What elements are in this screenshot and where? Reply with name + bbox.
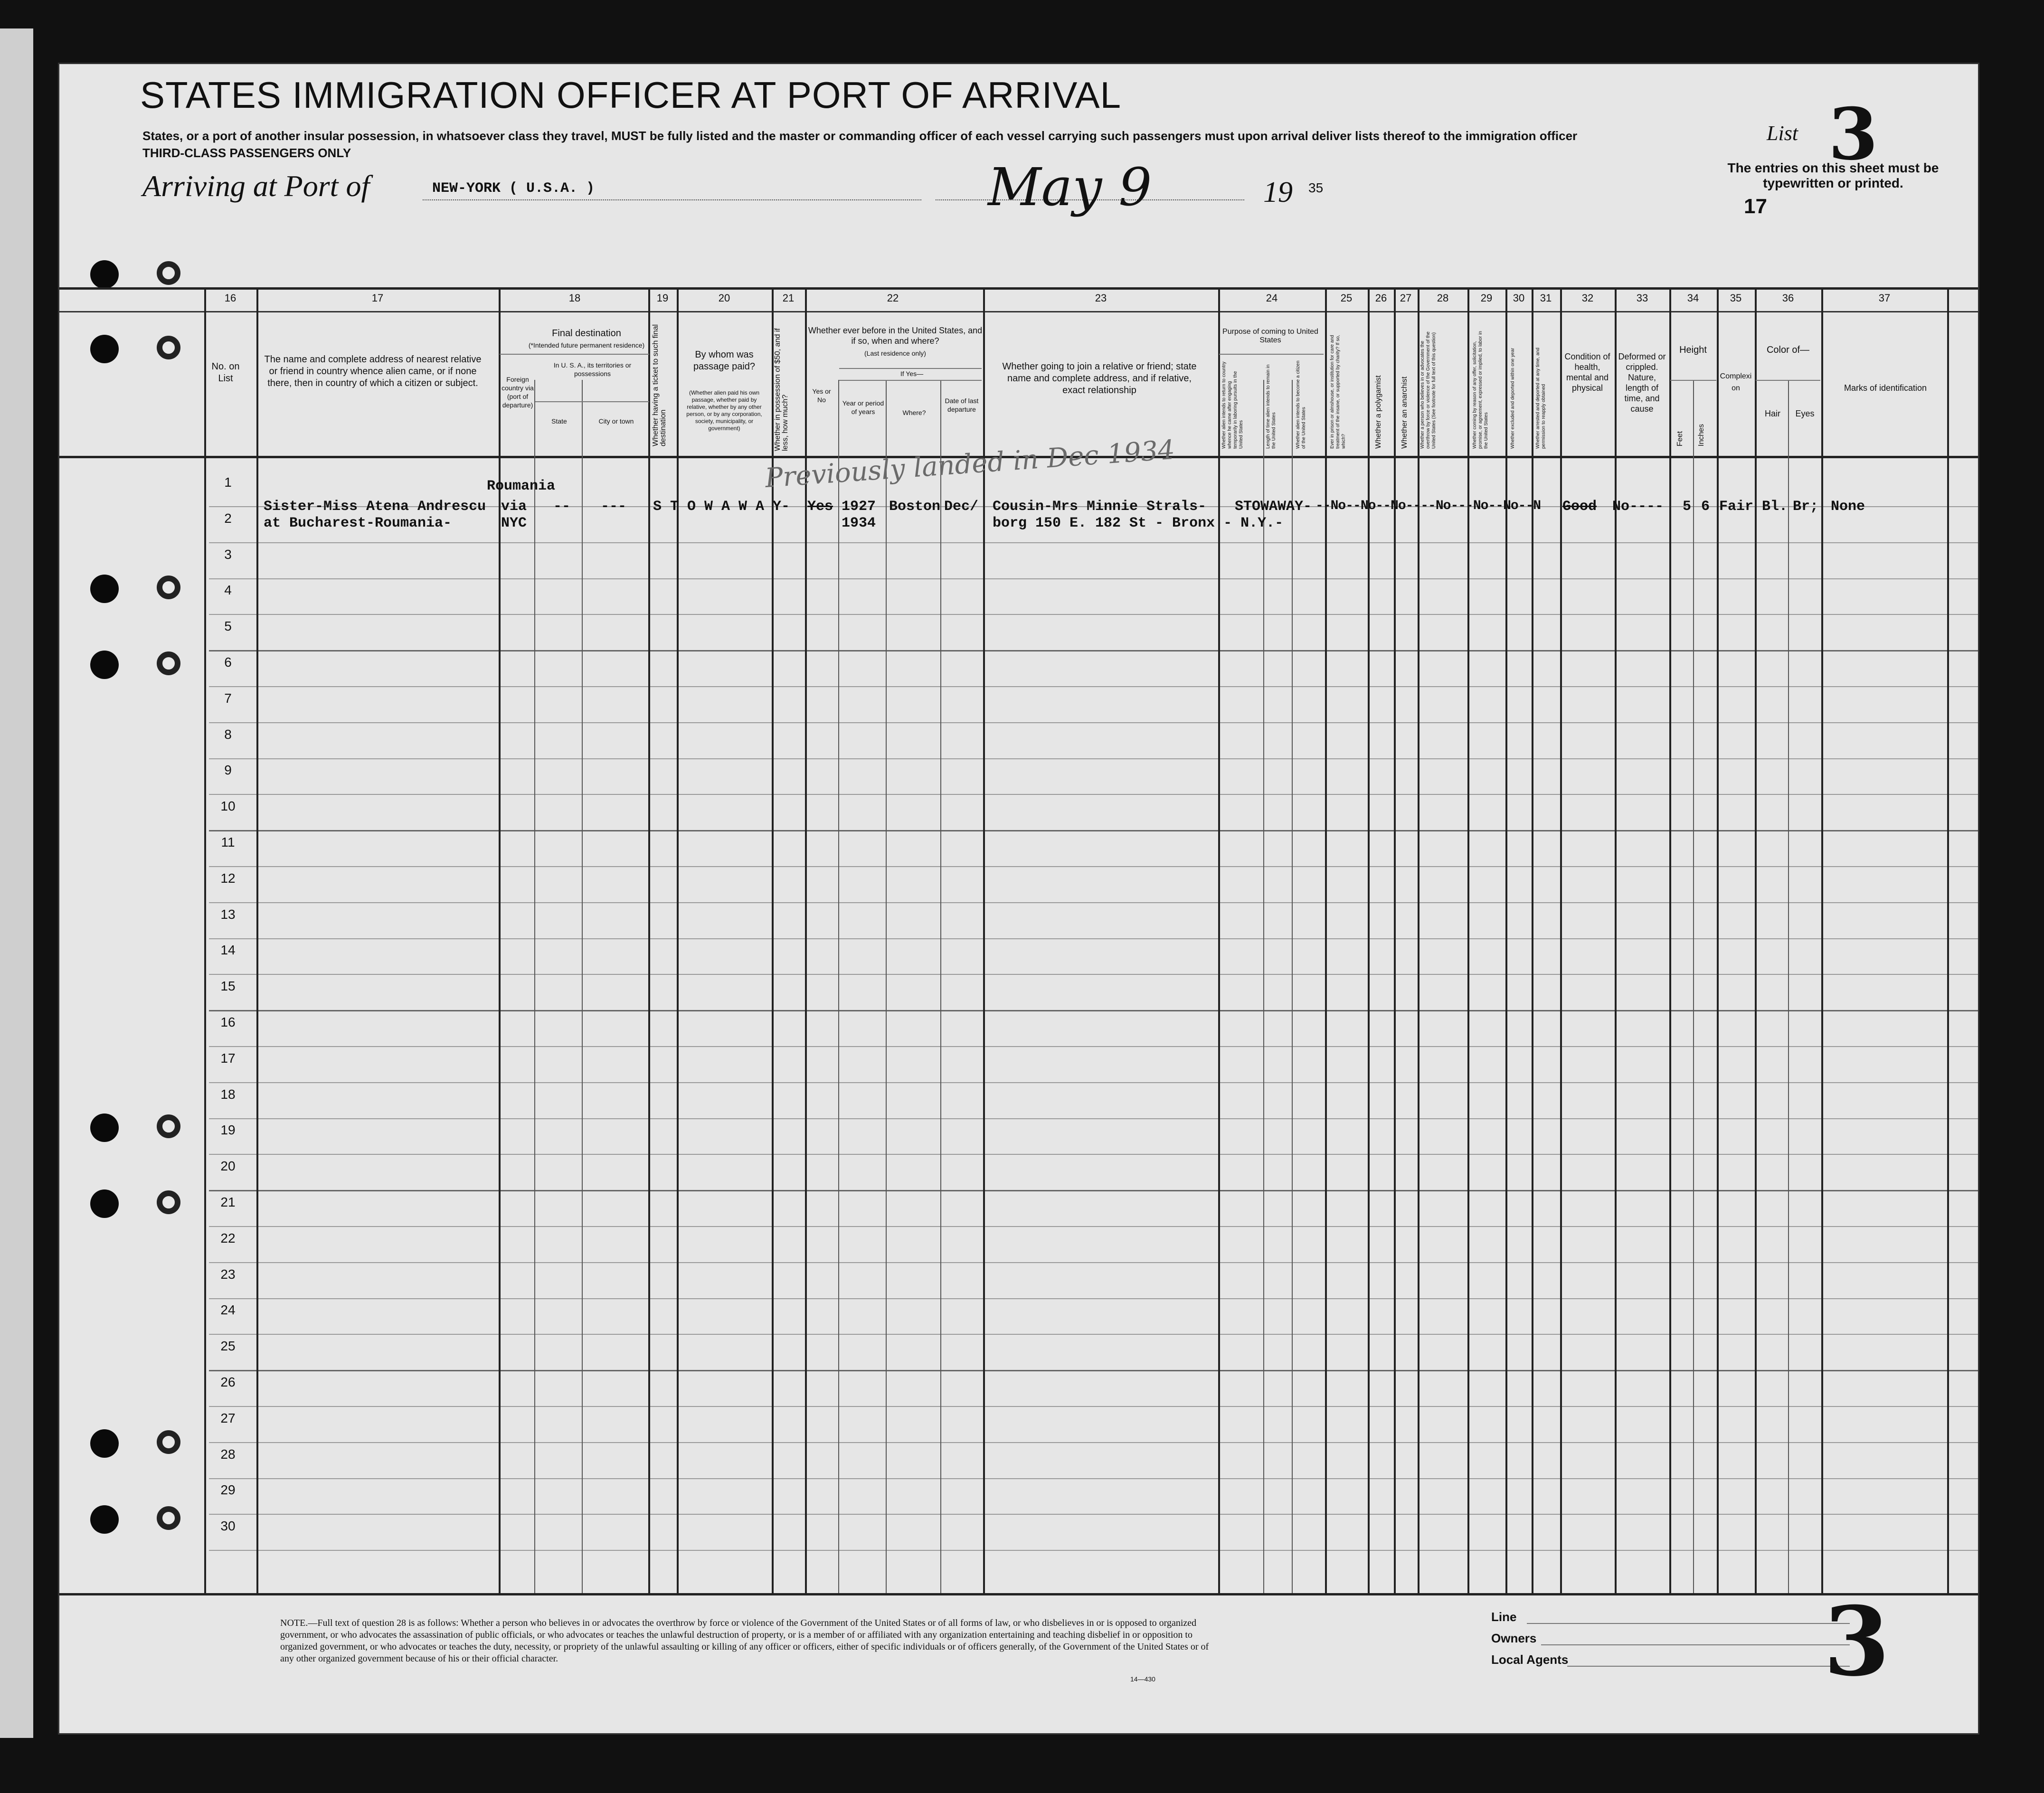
row-number: 7 (224, 690, 232, 706)
header-last-residence: (Last residence only) (864, 349, 926, 357)
punch-hole (157, 576, 180, 599)
column-rule (1292, 380, 1293, 1593)
column-rule (1693, 380, 1694, 1593)
column-number: 30 (1513, 292, 1525, 304)
column-number: 19 (656, 292, 669, 304)
column-rule (1532, 287, 1533, 1593)
header-arrested: Whether arrested and deported at any time, and permission to reapply obtained (1535, 348, 1546, 449)
row-number: 2 (224, 510, 232, 526)
punch-hole (90, 260, 119, 289)
row-rule (209, 578, 1978, 579)
row-rule (209, 1118, 1978, 1119)
row-rule (209, 1082, 1978, 1083)
date-last-departure: Dec/ (944, 499, 979, 515)
header-in-usa: In U. S. A., its territories or possessions (553, 361, 632, 377)
third-class-label: THIRD-CLASS PASSENGERS ONLY (142, 146, 351, 160)
list-instruction: The entries on this sheet must be typewritten or printed. (1727, 160, 1939, 190)
header-no-on-list: No. on List (211, 361, 240, 384)
height-inches: 6 (1701, 499, 1710, 515)
header-health: Condition of health, mental and physical (1564, 352, 1610, 393)
column-number: 16 (224, 292, 237, 304)
arrival-date-handwritten: May 9 (988, 157, 1152, 217)
header-passage-note: (Whether alien paid his own passage, whether paid by relative, whether by any other person, or by any corporation, society, municipality, or government) (686, 389, 762, 432)
column-number: 24 (1266, 292, 1278, 304)
header-anarchist: Whether an anarchist (1401, 376, 1409, 449)
row-group-rule (209, 650, 1978, 651)
row-number: 24 (220, 1302, 236, 1318)
column-number: 20 (718, 292, 730, 304)
header-rule (839, 380, 982, 381)
owners-label: Owners (1491, 1631, 1537, 1645)
header-final-destination-note: (*Intended future permanent residence) (528, 341, 645, 349)
row-rule (209, 1154, 1978, 1155)
header-going-to-join: Whether going to join a relative or friend; state name and complete address, and if relative, exact relationship (1002, 361, 1197, 396)
column-rule (1755, 287, 1757, 1593)
column-number: 36 (1782, 292, 1794, 304)
year-prefix: 19 (1263, 176, 1293, 208)
eye-color: Br; (1793, 499, 1819, 515)
header-rule (1670, 380, 1716, 381)
header-polygamist: Whether a polygamist (1374, 375, 1382, 449)
header-purpose: Purpose of coming to United States (1222, 328, 1318, 344)
row-rule (209, 722, 1978, 723)
column-number: 37 (1878, 292, 1891, 304)
header-inches: Inches (1697, 424, 1705, 446)
ticket-passage: S T O W A W A Y- (653, 499, 790, 515)
agents-underline (1567, 1666, 1850, 1667)
column-number: 33 (1636, 292, 1648, 304)
header-foreign-country: Foreign country via (port of departure) (502, 376, 534, 409)
foreign-country: Roumania (487, 478, 556, 494)
row-number: 20 (220, 1159, 236, 1174)
line-label: Line (1491, 1610, 1517, 1624)
header-hair: Hair (1764, 409, 1780, 418)
sheet-count: 17 (1744, 195, 1767, 218)
header-prison: Ever in prison or almshouse, or institution for care and treatment of the insane, or supported by charity? If so, which? (1330, 335, 1346, 449)
column-rule (1560, 287, 1562, 1593)
punch-hole (90, 1114, 119, 1142)
table-top-rule (59, 287, 1978, 290)
row-number: 6 (224, 655, 232, 670)
column-rule (1821, 287, 1823, 1593)
health-answer: Good (1562, 499, 1597, 515)
foreign-country-port: NYC (501, 515, 527, 531)
punch-hole (157, 261, 180, 285)
header-state: State (551, 417, 567, 425)
column-rule (838, 380, 839, 1593)
header-complexion: Complexion (1720, 372, 1752, 392)
year-suffix: 35 (1308, 180, 1324, 195)
row-number: 29 (220, 1482, 236, 1498)
punch-hole (157, 336, 180, 359)
column-number: 23 (1095, 292, 1107, 304)
row-number: 27 (220, 1410, 236, 1425)
row-number: 18 (220, 1086, 236, 1102)
column-rule (677, 287, 679, 1593)
punch-hole (90, 575, 119, 603)
row-number: 19 (220, 1123, 236, 1138)
header-overthrow: Whether a person who believes in or advocates the overthrow by force or violence of the Government of the United States (See footnote for full text of this question) (1420, 331, 1437, 449)
row-number: 4 (224, 583, 232, 598)
row-number: 13 (220, 906, 236, 922)
destination-state: -- (553, 499, 571, 515)
row-number: 30 (220, 1519, 236, 1534)
punch-hole (90, 335, 119, 363)
row-group-rule (209, 1370, 1978, 1371)
footnote-question-28: NOTE.—Full text of question 28 is as follows: Whether a person who believes in or advocates the overthrow by force or violence of the Government of the United States or of all forms of law, or who disbelieves in or is opposed to organized government, or who advocates the assassination of public officials, or who advocates or teaches the unlawful destruction of property, or is a member of or affiliated with any organization entertaining and teaching disbelief in or opposition to organized government, or who advocates or teaches the duty, necessity, or propriety of the unlawful assaulting or killing of any officer or officers, either of specific individuals or of officers generally, of the Government of the United States or of any other organized government because of his or their official character. (280, 1618, 1209, 1664)
punch-hole (90, 1429, 119, 1458)
punch-hole (157, 1190, 180, 1214)
row-rule (209, 902, 1978, 903)
column-rule (1505, 287, 1507, 1593)
deformed-answer: No---- (1612, 499, 1664, 515)
header-height: Height (1679, 345, 1707, 355)
row-rule (209, 1262, 1978, 1263)
row-group-rule (209, 1010, 1978, 1011)
row-number: 22 (220, 1230, 236, 1246)
row-number: 28 (220, 1446, 236, 1462)
table-bottom-rule (59, 1593, 1978, 1595)
going-to-join-address: borg 150 E. 182 St - Bronx - N.Y.- (993, 515, 1284, 531)
complexion-answer: Fair (1719, 499, 1754, 515)
row-rule (209, 686, 1978, 687)
marks-answer: None (1831, 499, 1865, 515)
column-number: 31 (1540, 292, 1552, 304)
header-rule (1219, 354, 1324, 355)
header-final-destination: Final destination (552, 328, 621, 339)
form-subtitle (142, 127, 1700, 161)
row-rule (209, 1046, 1978, 1047)
header-rule (535, 401, 649, 402)
header-feet: Feet (1676, 431, 1684, 446)
column-rule (648, 287, 650, 1593)
row-number: 1 (224, 475, 232, 490)
list-label: List (1767, 122, 1798, 145)
header-marks: Marks of identification (1844, 383, 1927, 393)
row-number: 26 (220, 1375, 236, 1389)
column-rule (1788, 380, 1789, 1593)
column-number: 27 (1400, 292, 1412, 304)
header-where: Where? (902, 409, 926, 416)
column-rule (534, 380, 535, 1593)
relative-name: Sister-Miss Atena Andrescu (264, 499, 486, 515)
column-rule (1947, 287, 1949, 1593)
row-rule (209, 1226, 1978, 1227)
header-yes-no: Yes or No (812, 387, 831, 404)
column-rule (886, 380, 887, 1593)
line-underline (1527, 1623, 1850, 1624)
relative-address: at Bucharest-Roumania- (264, 515, 452, 531)
column-rule (983, 287, 985, 1593)
column-rule (1368, 287, 1370, 1593)
column-number: 29 (1480, 292, 1493, 304)
column-rule (1717, 287, 1719, 1593)
questions-25-31-answers: --No--No--No----No---No--No--N (1315, 499, 1541, 513)
header-purpose-return: Whether alien intends to return to country whence he came after engaging temporarily in laboring pursuits in the United States (1221, 361, 1244, 449)
column-rule (1669, 287, 1671, 1593)
column-rule (1263, 380, 1264, 1593)
list-number: 3 (1828, 93, 1878, 176)
row-rule (209, 794, 1978, 795)
purpose-answer: STOWAWAY- (1235, 499, 1312, 515)
row-rule (209, 542, 1978, 543)
column-number: 26 (1375, 292, 1387, 304)
row-group-rule (209, 1190, 1978, 1191)
header-eyes: Eyes (1795, 409, 1815, 418)
local-agents-label: Local Agents (1491, 1652, 1569, 1667)
row-number: 17 (220, 1050, 236, 1066)
going-to-join: Cousin-Mrs Minnie Strals- (993, 499, 1207, 515)
row-group-rule (209, 830, 1978, 831)
row-number: 25 (220, 1339, 236, 1354)
footer-list-number: 3 (1824, 1586, 1890, 1698)
row-number: 23 (220, 1266, 236, 1282)
column-rule (1467, 287, 1469, 1593)
row-number: 16 (220, 1015, 236, 1029)
column-rule (1325, 287, 1327, 1593)
header-ticket: Whether having a ticket to such final destination (652, 324, 667, 446)
header-years: Year or period of years (842, 399, 884, 415)
header-previously-in-us: Whether ever before in the United States, and if so, when and where? (808, 326, 983, 346)
row-rule (209, 1298, 1978, 1299)
header-excluded: Whether excluded and deported within one year (1510, 348, 1515, 449)
row-number: 9 (224, 763, 232, 778)
port-underline (423, 199, 921, 200)
form-title: STATES IMMIGRATION OFFICER AT PORT OF ARRIVAL (140, 74, 1122, 116)
punch-hole (90, 651, 119, 679)
column-number: 35 (1730, 292, 1742, 304)
hair-color: Bl. (1762, 499, 1788, 515)
column-rule (1394, 287, 1396, 1593)
column-number: 18 (568, 292, 581, 304)
row-number: 15 (220, 979, 236, 994)
row-rule (209, 1550, 1978, 1551)
column-number: 22 (887, 292, 899, 304)
header-labor-offer: Whether coming by reason of any offer, solicitation, promise, or agreement, expressed or implied, to labor in the United States (1472, 331, 1489, 449)
row-rule (209, 1334, 1978, 1335)
row-number: 3 (224, 547, 232, 562)
punch-hole (90, 1505, 119, 1534)
header-rule (839, 368, 982, 369)
column-number: 34 (1687, 292, 1699, 304)
row-number: 21 (220, 1195, 236, 1209)
header-deformed: Deformed or crippled. Nature, length of time, and cause (1618, 352, 1666, 414)
row-number: 8 (224, 727, 232, 742)
column-number: 25 (1340, 292, 1353, 304)
subtitle-line: States, or a port of another insular possession, in whatsoever class they travel, MUST be fully listed and the master or commanding officer of each vessel carrying such passengers must upon arrival deliver lists thereof to the immigration officer (142, 129, 1578, 143)
height-feet: 5 (1683, 499, 1692, 515)
column-rule (582, 380, 583, 1593)
punch-hole (157, 1114, 180, 1138)
column-number: 17 (371, 292, 384, 304)
column-rule (1218, 287, 1220, 1593)
column-rule (1418, 287, 1419, 1593)
money-answer: Yes (807, 499, 833, 515)
row-rule (209, 1406, 1978, 1407)
row-rule (209, 1478, 1978, 1479)
years-in-us-line2: 1934 (842, 515, 876, 531)
header-nearest-relative: The name and complete address of nearest relative or friend in country whence alien came, or if none there, then in country of which a citizen or subject. (264, 354, 482, 388)
row-rule (209, 938, 1978, 939)
column-number-rule (59, 311, 1978, 312)
header-purpose-length: Length of time alien intends to remain in the United States (1266, 364, 1277, 449)
header-if-yes: If Yes— (900, 370, 924, 377)
column-rule (940, 380, 941, 1593)
years-in-us: 1927 (842, 499, 876, 515)
column-rule (1615, 287, 1617, 1593)
punch-hole (157, 1430, 180, 1454)
row-number: 10 (220, 799, 236, 814)
header-rule (500, 354, 649, 355)
header-rule (1756, 380, 1820, 381)
header-date-departure: Date of last departure (945, 397, 979, 413)
row-rule (209, 1442, 1978, 1443)
row-number: 12 (220, 870, 236, 886)
foreign-country-via: via (501, 499, 527, 515)
punch-hole (157, 651, 180, 675)
header-money: Whether in possession of $50, and if less, how much? (774, 328, 789, 451)
row-rule (209, 758, 1978, 759)
row-rule (209, 614, 1978, 615)
row-rule (209, 866, 1978, 867)
row-number: 11 (221, 835, 235, 849)
column-number: 28 (1437, 292, 1449, 304)
port-value: NEW-YORK ( U.S.A. ) (432, 180, 595, 197)
destination-city: --- (601, 499, 627, 515)
punch-hole (157, 1506, 180, 1530)
column-number: 21 (782, 292, 795, 304)
row-rule (209, 1514, 1978, 1515)
row-rule (209, 974, 1978, 975)
manifest-sheet (59, 64, 1978, 1733)
form-code: 14—430 (1130, 1675, 1155, 1683)
handwritten-annotation: Previously landed in Dec 1934 (764, 434, 1176, 494)
header-passage-paid: By whom was passage paid? (693, 349, 756, 372)
header-city: City or town (598, 417, 634, 425)
header-color-of: Color of— (1766, 345, 1810, 355)
punch-hole (90, 1189, 119, 1218)
owners-underline (1541, 1644, 1850, 1645)
column-number: 32 (1581, 292, 1594, 304)
header-purpose-citizen: Whether alien intends to become a citizen of the United States (1296, 360, 1306, 449)
row-number: 5 (224, 619, 232, 634)
arriving-label: Arriving at Port of (142, 169, 370, 203)
where-in-us: Boston (889, 499, 941, 515)
adjacent-page-edge (0, 28, 33, 1738)
row-number: 14 (220, 943, 236, 958)
